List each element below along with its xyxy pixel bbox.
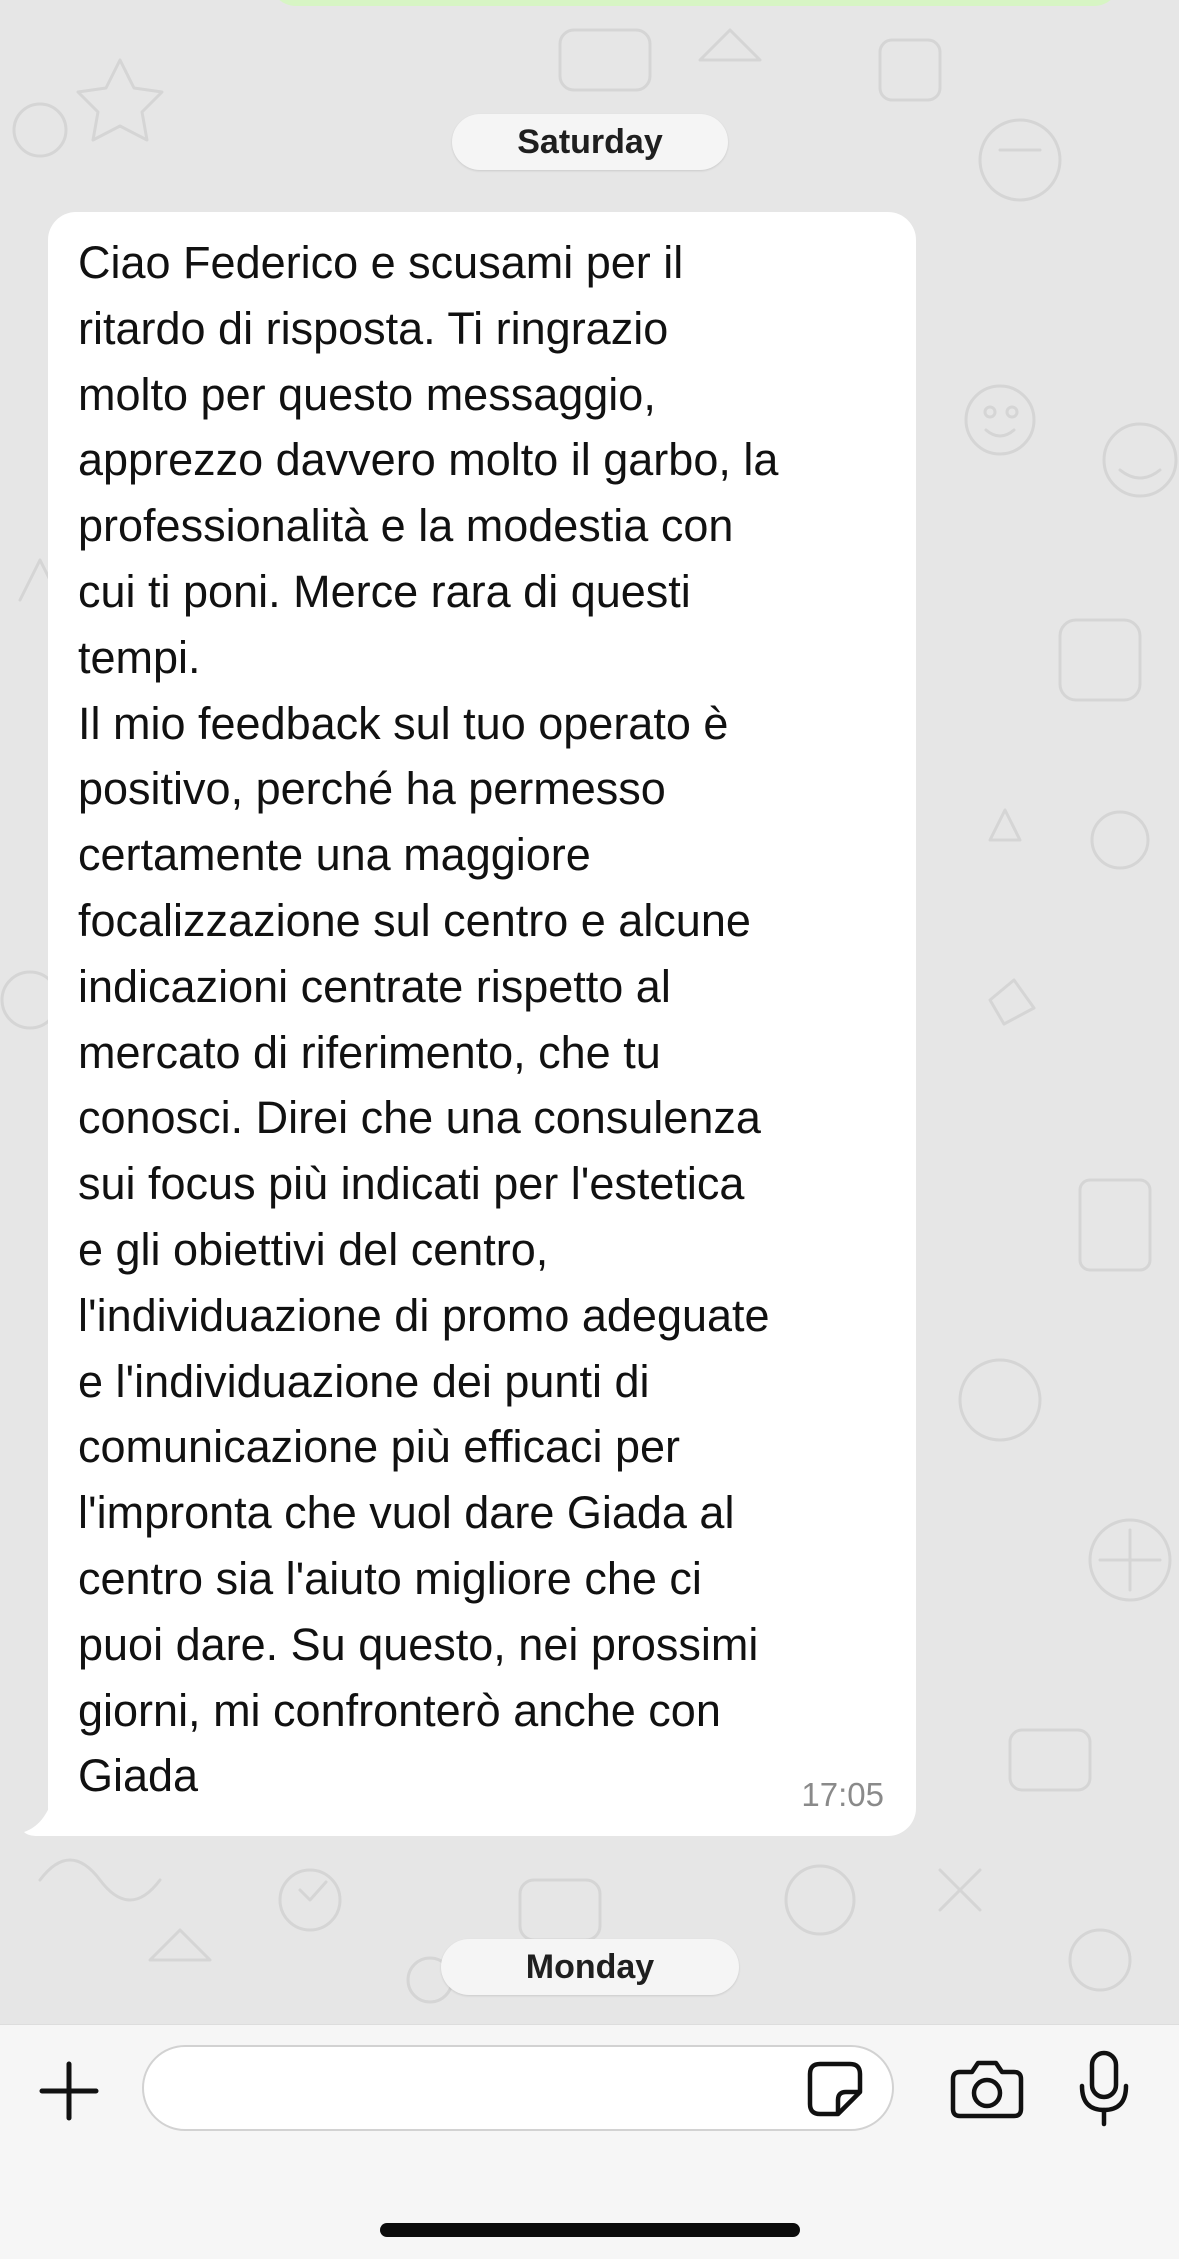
previous-outgoing-message: [270, 0, 1120, 6]
home-indicator[interactable]: [380, 2223, 800, 2237]
sticker-icon: [806, 2060, 864, 2118]
date-separator-saturday: Saturday: [452, 114, 728, 170]
microphone-icon: [1078, 2050, 1130, 2128]
voice-message-button[interactable]: [1078, 2050, 1130, 2128]
camera-icon: [950, 2058, 1024, 2120]
message-time: 17:05: [801, 1776, 884, 1813]
date-separator-monday: Monday: [441, 1939, 739, 1995]
plus-icon: [36, 2058, 102, 2124]
sticker-button[interactable]: [806, 2060, 864, 2118]
camera-button[interactable]: [950, 2058, 1024, 2120]
message-text: Ciao Federico e scusami per il ritardo di risposta. Ti ringrazio molto per questo messaggio, apprezzo davvero molto il garbo, la professionalità e la modestia con cui ti poni. Merce rara di questi tempi. Il mio feedback sul tuo operato è positivo, perché ha permesso certamente una maggiore focalizzazione sul centro e alcune indicazioni centrate rispetto al mercato di riferimento, che tu conosci. Direi che una consulenza sui focus più indicati per l'estetica e gli obiettivi del centro, l'individuazione di promo adeguate e l'individuazione dei punti di comunicazione più efficaci per l'impronta che vuol dare Giada al centro sia l'aiuto migliore che ci puoi dare. Su questo, nei prossimi giorni, mi confronterò anche con Giada: [78, 237, 779, 1802]
incoming-message-bubble[interactable]: [48, 212, 916, 1836]
attach-button[interactable]: [36, 2058, 102, 2124]
message-input[interactable]: [142, 2045, 894, 2131]
